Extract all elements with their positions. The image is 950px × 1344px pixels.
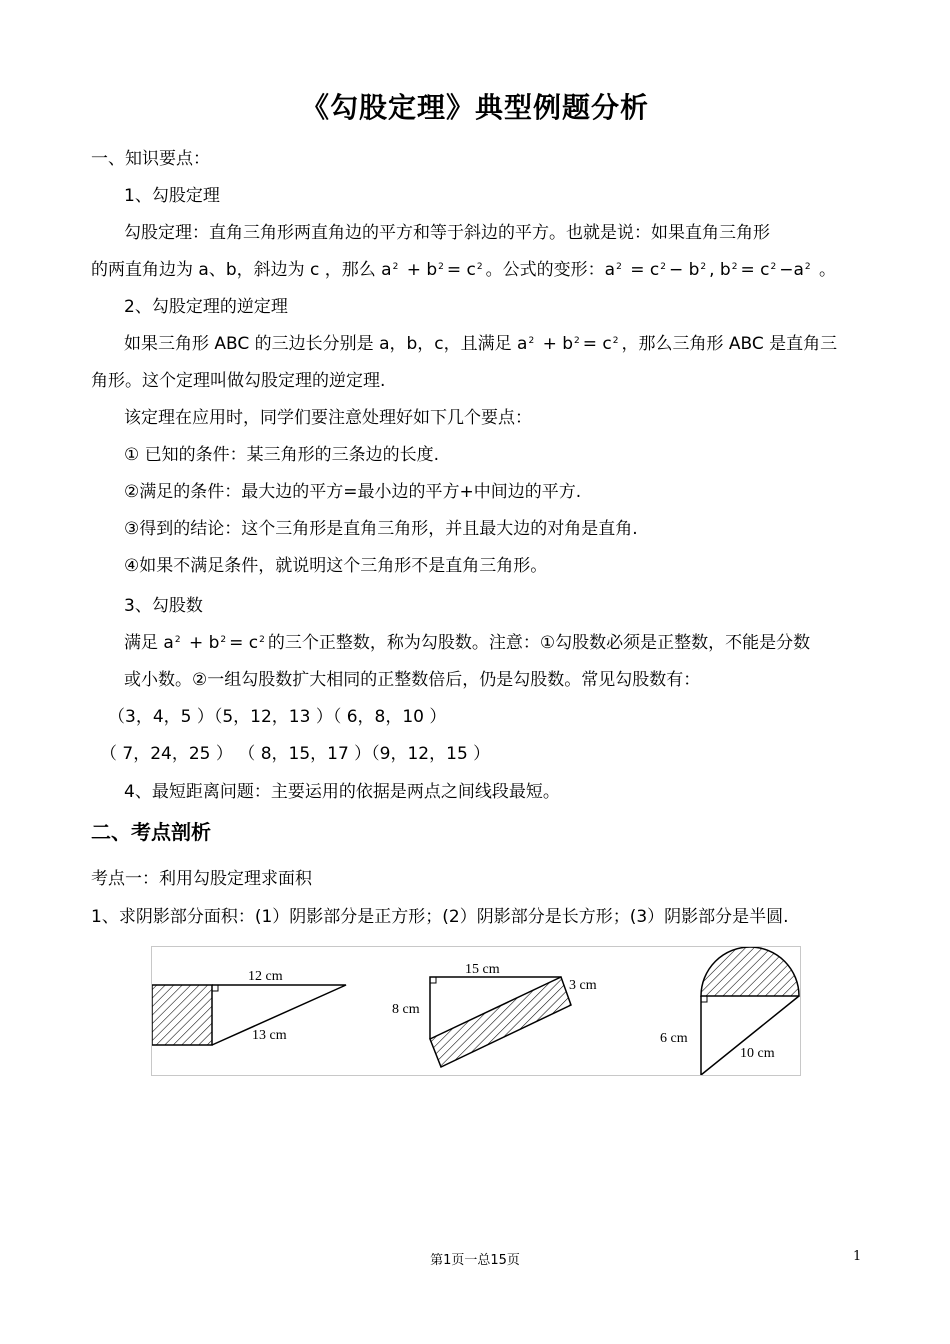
converse-part-5: 2	[612, 336, 619, 346]
section-heading-2: 二、考点剖析	[91, 820, 211, 844]
formula-part-18: 。	[813, 260, 837, 280]
right-angle-mark-2	[430, 977, 436, 983]
formula-lead-text: 的两直角边为 a、b，斜边为 c ，那么	[91, 260, 382, 280]
formula-part-4: = c	[446, 260, 476, 280]
paragraph-theorem-formula	[91, 259, 836, 281]
paragraph-triples-definition	[124, 632, 810, 654]
formula-part-7: 2	[616, 262, 622, 272]
converse-part-6: ，那么三角形 ABC 是直角三	[621, 334, 838, 354]
subheading-pythagorean-theorem: 1、勾股定理	[124, 186, 220, 206]
figure-shaded-areas	[151, 946, 801, 1076]
paragraph-converse-continued: 角形。这个定理叫做勾股定理的逆定理.	[91, 371, 386, 391]
formula-part-16: −a	[779, 260, 804, 280]
formula-part-17: 2	[804, 262, 811, 272]
subheading-pythagorean-triples: 3、勾股数	[124, 596, 203, 616]
formula-part-1: 2	[392, 262, 399, 272]
figure-1-square	[152, 969, 346, 1045]
shaded-semicircle	[701, 947, 799, 996]
label-3cm: 3 cm	[569, 978, 597, 993]
label-6cm: 6 cm	[660, 1031, 688, 1046]
section-heading-1: 一、知识要点：	[91, 149, 210, 169]
right-triangle-3	[701, 996, 799, 1075]
shaded-square	[152, 985, 212, 1045]
triples-list-row-1: （3，4，5 ）（5，12，13 ）（ 6，8，10 ）	[108, 707, 447, 727]
subheading-converse-theorem: 2、勾股定理的逆定理	[124, 297, 288, 317]
right-angle-mark-3	[701, 996, 707, 1002]
formula-part-15: 2	[770, 262, 777, 272]
formula-part-13: 2	[731, 262, 738, 272]
triples-part-4: = c	[229, 633, 259, 653]
key-point-4: ④如果不满足条件，就说明这个三角形不是直角三角形。	[124, 556, 548, 576]
label-13cm: 13 cm	[252, 1028, 287, 1043]
formula-part-10: − b	[668, 260, 700, 280]
label-10cm: 10 cm	[740, 1046, 775, 1061]
triples-list-row-2: （ 7，24，25 ） （ 8，15，17 ）（9，12，15 ）	[100, 744, 491, 764]
formula-part-5: 2	[476, 262, 483, 272]
label-12cm: 12 cm	[248, 969, 283, 984]
formula-part-0: a	[381, 260, 392, 280]
page-title: 《勾股定理》典型例题分析	[300, 91, 649, 124]
figure-diagrams	[152, 947, 800, 1075]
key-point-2: ②满足的条件：最大边的平方=最小边的平方+中间边的平方.	[124, 482, 582, 502]
formula-part-2: + b	[401, 260, 438, 280]
triples-part-0: a	[163, 633, 174, 653]
formula-part-3: 2	[438, 262, 444, 272]
converse-equation	[517, 334, 837, 354]
figure-2-rectangle	[392, 962, 597, 1067]
paragraph-key-points-intro: 该定理在应用时，同学们要注意处理好如下几个要点：	[124, 408, 532, 428]
converse-part-4: = c	[582, 334, 612, 354]
shaded-rectangle	[430, 977, 571, 1067]
page-footer: 第1页一总15页	[430, 1253, 520, 1268]
paragraph-triples-continued: 或小数。②一组勾股数扩大相同的正整数倍后，仍是勾股数。常见勾股数有：	[124, 670, 701, 690]
formula-part-8: = c	[624, 260, 660, 280]
exam-point-1-heading: 考点一：利用勾股定理求面积	[91, 869, 312, 889]
triples-part-5: 2	[259, 635, 265, 645]
converse-part-1: 2	[528, 336, 535, 346]
formula-equation	[381, 260, 836, 280]
question-1: 1、求阴影部分面积：(1）阴影部分是正方形；(2）阴影部分是长方形；(3）阴影部分是半圆.	[91, 907, 789, 927]
triples-part-6: 的三个正整数，称为勾股数。注意：①勾股数必须是正整数，不能是分数	[267, 633, 811, 653]
formula-part-9: 2	[660, 262, 666, 272]
right-angle-mark-1	[212, 985, 218, 991]
triples-equation	[163, 633, 810, 653]
formula-part-6: 。公式的变形：a	[485, 260, 616, 280]
converse-part-2: + b	[537, 334, 574, 354]
paragraph-converse-definition	[124, 333, 837, 355]
triples-part-3: 2	[220, 635, 227, 645]
converse-part-0: a	[517, 334, 528, 354]
key-point-1: ① 已知的条件：某三角形的三条边的长度.	[124, 445, 440, 465]
triples-part-2: + b	[183, 633, 220, 653]
converse-part-3: 2	[574, 336, 580, 346]
label-8cm: 8 cm	[392, 1002, 420, 1017]
subheading-shortest-distance: 4、最短距离问题：主要运用的依据是两点之间线段最短。	[124, 782, 560, 802]
formula-part-14: = c	[740, 260, 770, 280]
figure-3-semicircle	[660, 947, 799, 1075]
triples-lead-text: 满足	[124, 633, 164, 653]
paragraph-theorem-definition: 勾股定理：直角三角形两直角边的平方和等于斜边的平方。也就是说：如果直角三角形	[124, 223, 770, 243]
triples-part-1: 2	[174, 635, 181, 645]
page-number: 1	[853, 1249, 862, 1264]
converse-lead-text: 如果三角形 ABC 的三边长分别是 a，b，c，且满足	[124, 334, 518, 354]
key-point-3: ③得到的结论：这个三角形是直角三角形，并且最大边的对角是直角.	[124, 519, 638, 539]
formula-part-12: , b	[709, 260, 731, 280]
formula-part-11: 2	[700, 262, 707, 272]
label-15cm: 15 cm	[465, 962, 500, 977]
